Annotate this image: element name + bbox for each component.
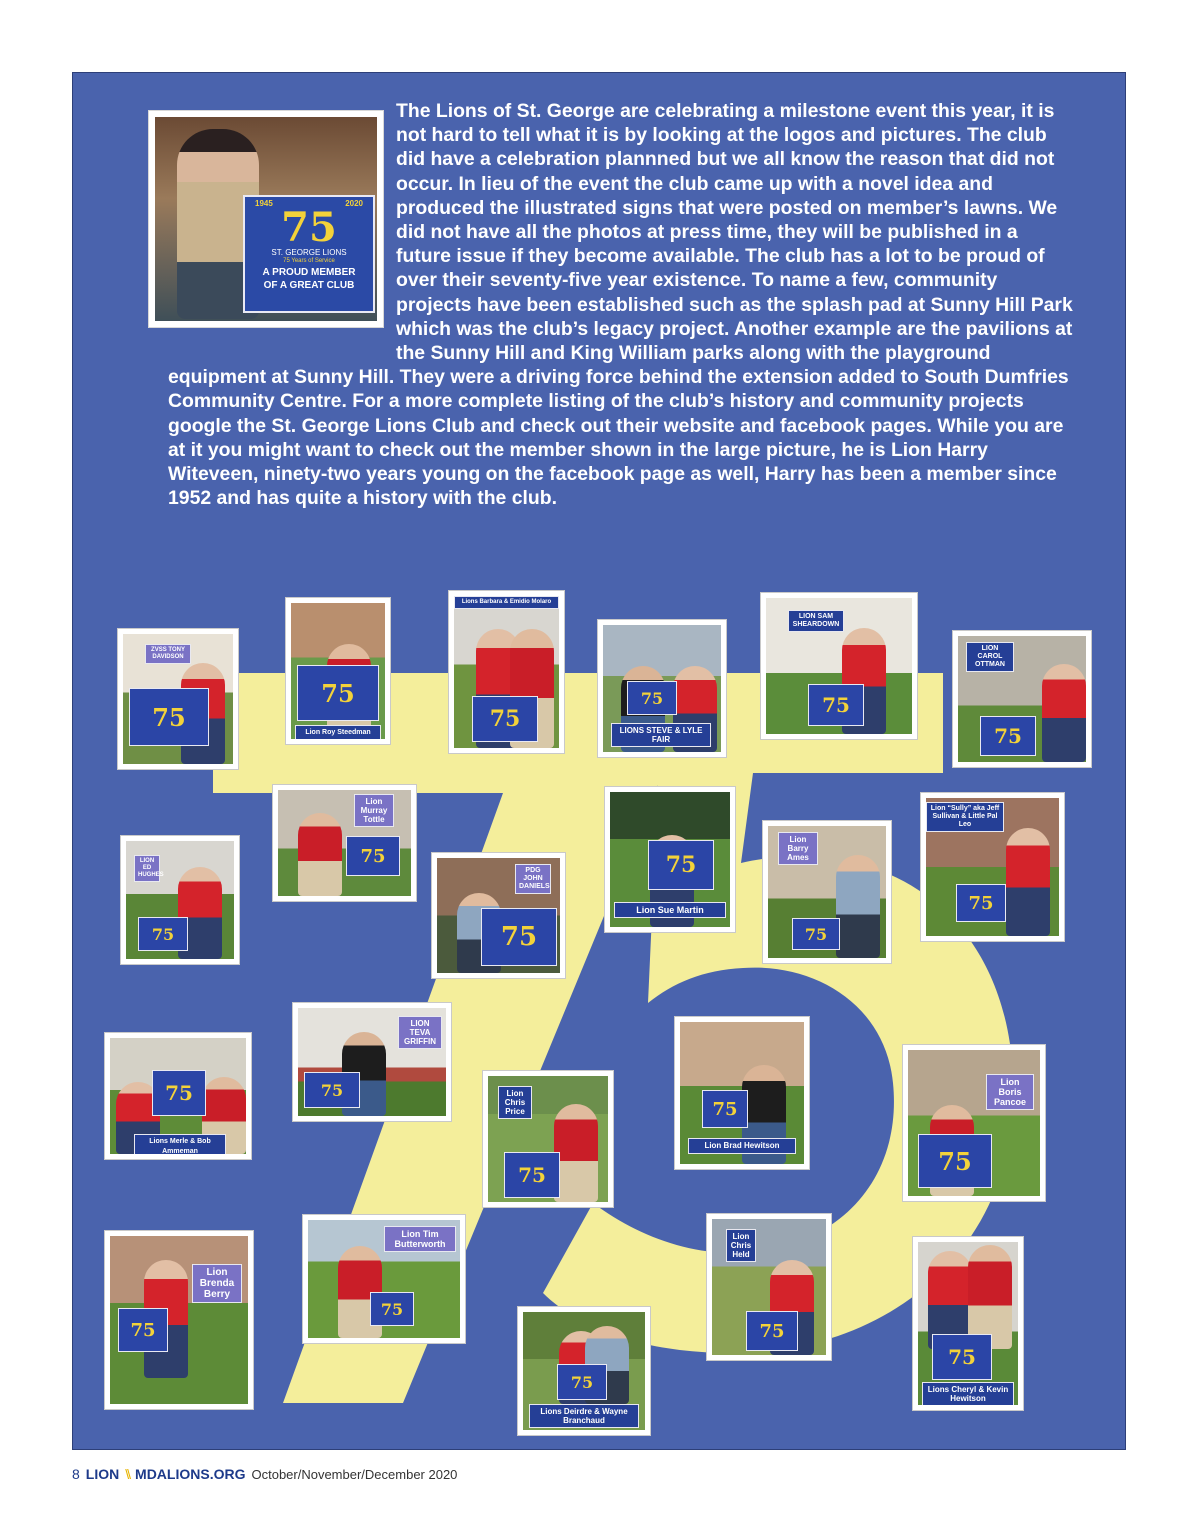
caption-sam-sheardown: LION SAM SHEARDOWN: [788, 610, 844, 632]
footer-separator: \\: [125, 1466, 130, 1482]
anniversary-sign: [129, 688, 209, 746]
article-panel: [72, 72, 1126, 1450]
photo-cheryl-kevin-hewitson: [913, 1237, 1023, 1410]
anniversary-sign: [557, 1364, 607, 1400]
caption-tony-davidson: ZVSS TONY DAVIDSON: [145, 644, 191, 664]
photo-sam-sheardown: [761, 593, 917, 739]
caption-tim-butterworth: Lion Tim Butterworth: [384, 1226, 456, 1252]
photo-merle-bob-ammeman: [105, 1033, 251, 1159]
page-number: 8: [72, 1466, 80, 1482]
sign-number: 75: [994, 724, 1022, 748]
magazine-name: LION: [85, 1466, 120, 1482]
anniversary-sign: [956, 884, 1006, 922]
anniversary-sign: [504, 1152, 560, 1198]
caption-barry-ames: Lion Barry Ames: [778, 832, 818, 865]
member-figure: [1006, 828, 1050, 936]
anniversary-sign: [472, 696, 538, 742]
anniversary-sign: [118, 1308, 168, 1352]
photo-barry-ames: [763, 821, 891, 963]
anniversary-sign: [792, 918, 840, 950]
sign-slogan-1: A PROUD MEMBER: [262, 267, 356, 278]
sign-number: 75: [804, 924, 828, 944]
photo-brenda-berry: [105, 1231, 253, 1409]
caption-ed-hughes: LION ED HUGHES: [134, 855, 160, 882]
anniversary-sign: [346, 836, 400, 876]
anniversary-sign: [980, 716, 1036, 756]
anniversary-sign: [138, 917, 188, 951]
article-paragraph: The Lions of St. George are celebrating a milestone event this year, it is not hard to tell what it is by looking at the logos and pictures. The club did have a celebration plannned but we all know the reason that did not occur. In lieu of the event the club came up with a novel idea and produced the illustrated signs that were posted on member’s lawns. We did not have all the photos at press time, they will be published in a future issue if they become available. The club has a lot to be proud of over their seventy-five year existence. To name a few, community projects have been established such as the splash pad at Sunny Hill Park which was the club’s legacy project. Another example are the pavilions at the Sunny Hill and King William parks along with the playground equipment at Sunny Hill. They were a driving force behind the extension added to South Dumfries Community Centre. For a more complete listing of the club’s history and community projects google the St. George Lions Club and check out their website and facebook pages. While you are at it you might want to check out the member shown in the large picture, he is Lion Harry Witeveen, ninety-two years young on the facebook page as well, Harry has been a member since 1952 and has quite a history with the club.: [168, 100, 1073, 510]
sign-number: 75: [712, 1098, 738, 1120]
caption-teva-griffin: LION TEVA GRIFFIN: [398, 1016, 442, 1049]
sign-number: 75: [938, 1146, 972, 1176]
sign-number: 75: [968, 892, 994, 914]
photo-ed-hughes: [121, 836, 239, 964]
sign-number: 75: [759, 1320, 785, 1342]
anniversary-sign: [481, 908, 557, 966]
photo-barbara-emidio-molaro: [449, 591, 564, 753]
caption-john-daniels: PDG JOHN DANIELS: [515, 864, 551, 894]
caption-deirdre-wayne-branchaud: Lions Deirdre & Wayne Branchaud: [529, 1404, 639, 1428]
sign-number: 75: [151, 924, 175, 944]
anniversary-sign: [918, 1134, 992, 1188]
caption-barbara-emidio-molaro: Lions Barbara & Emidio Molaro: [454, 596, 559, 609]
caption-murray-tottle: Lion Murray Tottle: [354, 794, 394, 827]
photo-tony-davidson: [118, 629, 238, 769]
photo-tim-butterworth: [303, 1215, 465, 1343]
sign-number: 75: [321, 678, 355, 708]
photo-steve-lyle-fair: [598, 620, 726, 757]
photo-murray-tottle: [273, 785, 416, 901]
sign-year-start: 1945: [255, 199, 273, 208]
photo-teva-griffin: [293, 1003, 451, 1121]
anniversary-sign: [370, 1292, 414, 1326]
caption-boris-pancoe: Lion Boris Pancoe: [986, 1074, 1034, 1110]
sign-number: 75: [500, 922, 538, 952]
sign-number: 75: [130, 1319, 156, 1341]
photo-roy-steedman: [286, 598, 390, 744]
sign-number: 75: [152, 702, 186, 732]
caption-chris-price: Lion Chris Price: [498, 1086, 532, 1119]
member-figure: [298, 813, 342, 896]
anniversary-sign: [304, 1072, 360, 1108]
caption-jeff-sullivan: Lion “Sully” aka Jeff Sullivan & Little Pal Leo: [926, 802, 1004, 832]
caption-chris-held: Lion Chris Held: [726, 1229, 756, 1262]
sign-number: 75: [640, 688, 664, 708]
photo-carol-ottman: [953, 631, 1091, 767]
sign-number: 75: [320, 1080, 344, 1100]
member-figure: [836, 855, 880, 958]
website-link[interactable]: MDALIONS.ORG: [135, 1466, 246, 1482]
sign-number: 75: [665, 852, 697, 878]
anniversary-sign: [627, 681, 677, 715]
issue-date: October/November/December 2020: [251, 1467, 458, 1482]
sign-number: 75: [948, 1345, 976, 1369]
caption-cheryl-kevin-hewitson: Lions Cheryl & Kevin Hewitson: [922, 1382, 1014, 1405]
photo-chris-held: [707, 1214, 831, 1360]
caption-carol-ottman: LION CAROL OTTMAN: [966, 642, 1014, 672]
sign-slogan-2: OF A GREAT CLUB: [263, 280, 355, 291]
sign-year-end: 2020: [345, 199, 363, 208]
caption-sue-martin: Lion Sue Martin: [614, 902, 726, 918]
photo-chris-price: [483, 1071, 613, 1207]
photo-jeff-sullivan: [921, 793, 1064, 941]
anniversary-sign: [297, 665, 379, 721]
caption-roy-steedman: Lion Roy Steedman: [295, 725, 381, 739]
sign-number: 75: [822, 693, 850, 717]
sign-number: 75: [570, 1372, 594, 1392]
anniversary-sign: [808, 684, 864, 726]
sign-number: 75: [518, 1163, 546, 1187]
photo-john-daniels: [432, 853, 565, 978]
photo-sue-martin: [605, 787, 735, 932]
member-figure: [1042, 664, 1086, 762]
sign-number: 75: [489, 706, 521, 732]
member-figure: [554, 1104, 598, 1202]
sign-club-name: ST. GEORGE LIONS: [271, 248, 347, 257]
anniversary-sign: [152, 1070, 206, 1116]
sign-number: 75: [360, 845, 386, 867]
anniversary-sign: [702, 1090, 748, 1128]
sign-tagline: 75 Years of Service: [283, 258, 335, 264]
caption-brad-hewitson: Lion Brad Hewitson: [688, 1138, 796, 1154]
photo-deirdre-wayne-branchaud: [518, 1307, 650, 1435]
sign-number: 75: [281, 204, 337, 251]
anniversary-sign: [746, 1311, 798, 1351]
anniversary-sign: [932, 1334, 992, 1380]
sign-number: 75: [380, 1299, 404, 1319]
photo-brad-hewitson: [675, 1017, 809, 1169]
photo-boris-pancoe: [903, 1045, 1045, 1201]
article-text: [168, 99, 1076, 510]
caption-merle-bob-ammeman: Lions Merle & Bob Ammeman: [134, 1134, 226, 1154]
caption-brenda-berry: Lion Brenda Berry: [192, 1264, 242, 1303]
sign-number: 75: [165, 1081, 193, 1105]
caption-steve-lyle-fair: LIONS STEVE & LYLE FAIR: [611, 723, 711, 747]
page-footer: [72, 1466, 457, 1488]
anniversary-sign: [648, 840, 714, 890]
